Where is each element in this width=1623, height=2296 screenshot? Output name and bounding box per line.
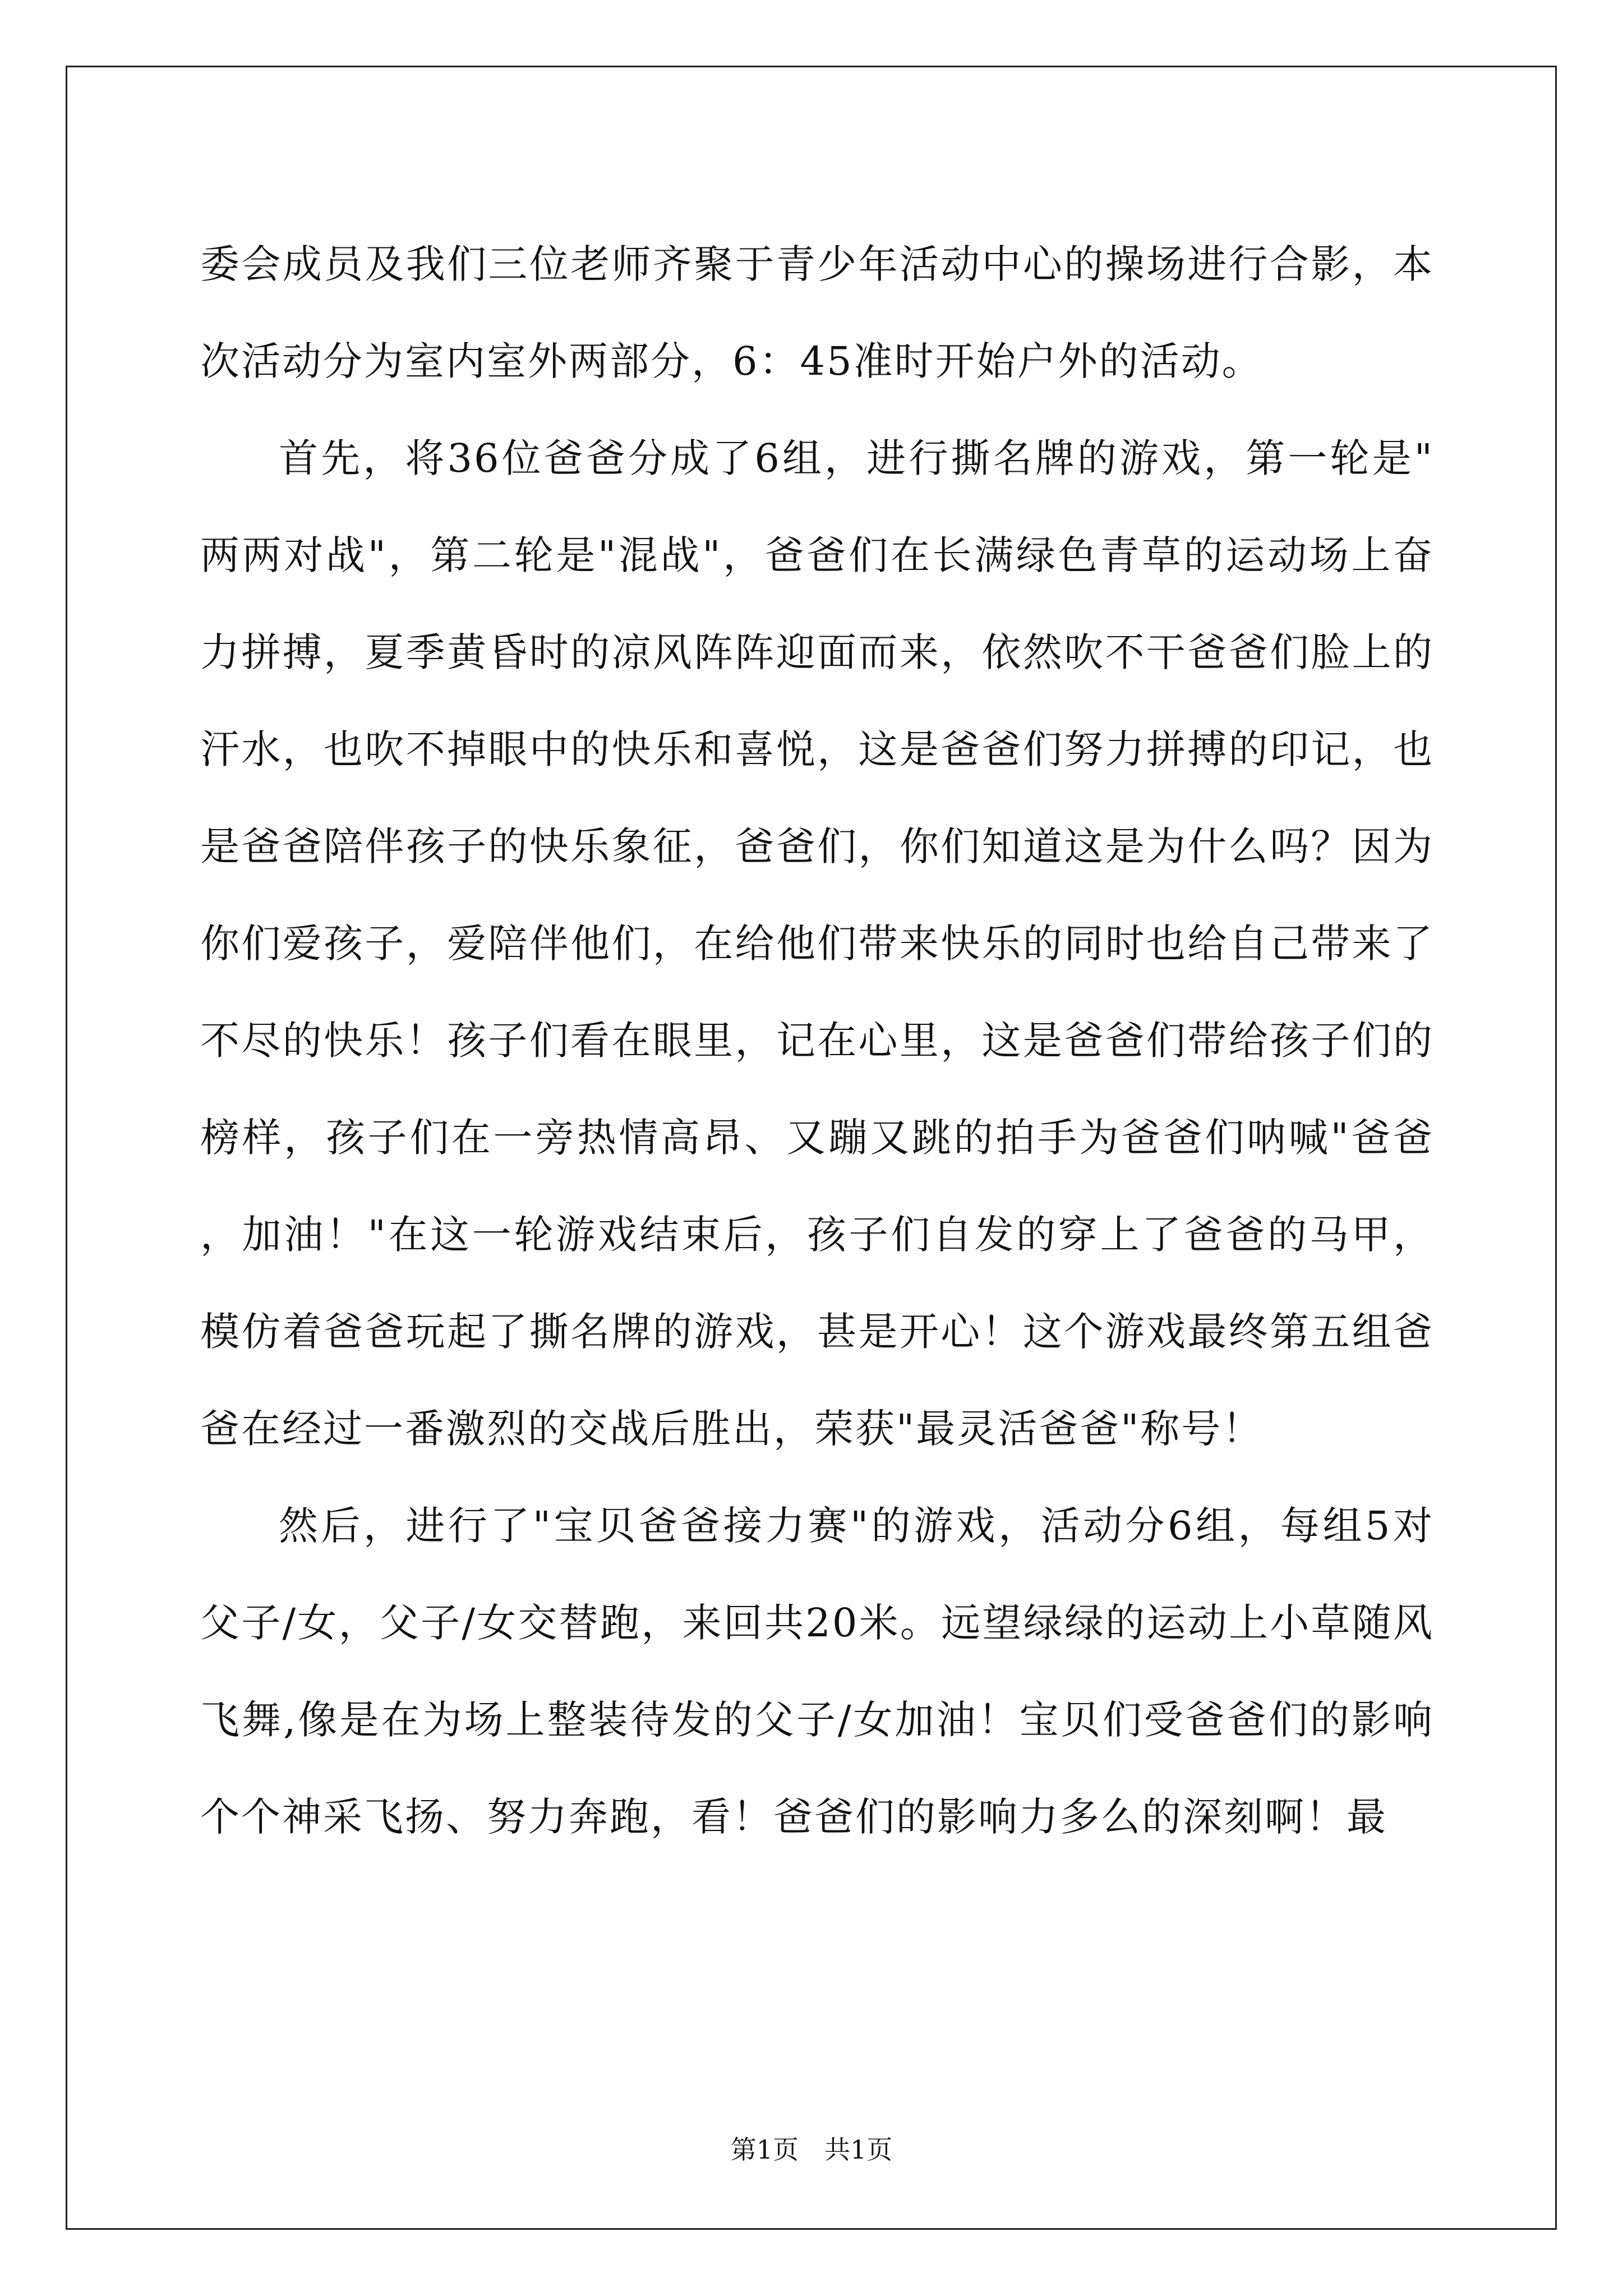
paragraph-3: 然后，进行了"宝贝爸爸接力赛"的游戏，活动分6组，每组5对父子/女，父子/女交替跑，来回共20米。远望绿绿的运动上小草随风飞舞,像是在为场上整装待发的父子/女加油！宝贝们受爸爸们的影响个个神采飞扬、努力奔跑，看！爸爸们的影响力多么的深刻啊！最 (200, 1503, 1434, 1840)
paragraph-1: 委会成员及我们三位老师齐聚于青少年活动中心的操场进行合影，本次活动分为室内室外两部分，6：45准时开始户外的活动。 (200, 241, 1434, 384)
document-body (200, 216, 1434, 1866)
page-footer: 第1页 共1页 (730, 2134, 893, 2165)
paragraph-2: 首先，将36位爸爸分成了6组，进行撕名牌的游戏，第一轮是"两两对战"，第二轮是"混战"，爸爸们在长满绿色青草的运动场上奋力拼搏，夏季黄昏时的凉风阵阵迎面而来，依然吹不干爸爸们脸上的汗水，也吹不掉眼中的快乐和喜悦，这是爸爸们努力拼搏的印记，也是爸爸陪伴孩子的快乐象征，爸爸们，你们知道这是为什么吗？因为你们爱孩子，爱陪伴他们，在给他们带来快乐的同时也给自己带来了不尽的快乐！孩子们看在眼里，记在心里，这是爸爸们带给孩子们的榜样，孩子们在一旁热情高昂、又蹦又跳的拍手为爸爸们呐喊"爸爸，加油！"在这一轮游戏结束后，孩子们自发的穿上了爸爸的马甲，模仿着爸爸玩起了撕名牌的游戏，甚是开心！这个游戏最终第五组爸爸在经过一番激烈的交战后胜出，荣获"最灵活爸爸"称号！ (200, 435, 1434, 1452)
